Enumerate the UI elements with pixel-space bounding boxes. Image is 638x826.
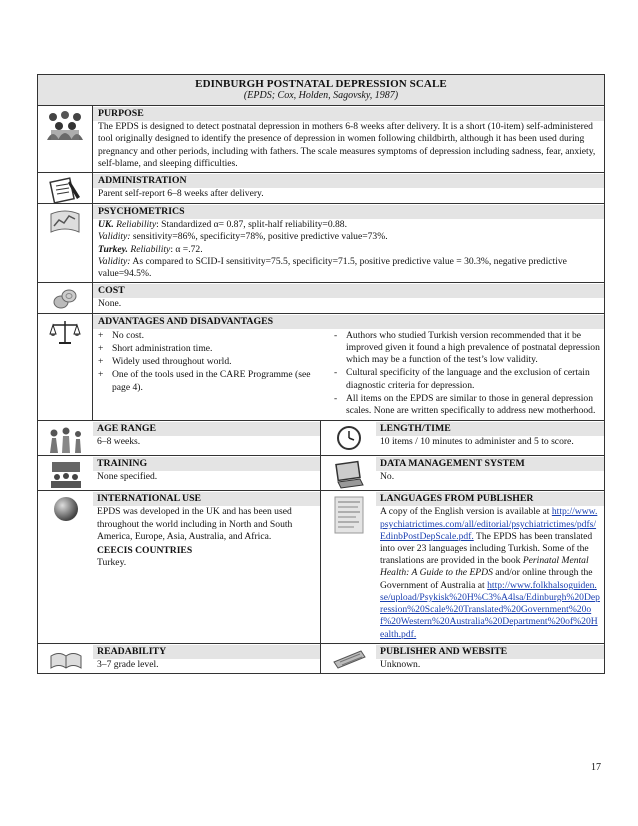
- book-title: Perinatal Mental Health: A Guide to the EPDS: [380, 555, 589, 579]
- turkey-validity-text: As compared to SCID-I sensitivity=75.5, specificity=71.5, positive predictive value = 30.3%, negative predictive value=94.5%.: [98, 255, 567, 280]
- purpose-icon-cell: [38, 106, 93, 172]
- pros-list: [98, 329, 334, 418]
- length-text: 10 items / 10 minutes to administer and 5 to score.: [380, 436, 574, 448]
- languages-text-2: The EPDS has been translated into over 23 languages including Turkish. Some of the translations are provided in the book: [380, 530, 593, 567]
- title-row: [38, 75, 604, 106]
- turkey-reliability-label: Reliability: [130, 243, 171, 255]
- turkey-reliability-line: [98, 244, 600, 256]
- publisher-cell: [321, 644, 604, 673]
- language-poster-icon: [332, 495, 366, 535]
- advantages-icon-cell: [38, 314, 93, 421]
- languages-paragraph: [380, 506, 600, 640]
- age-length-row: [38, 421, 604, 456]
- psychometrics-icon-cell: [38, 204, 93, 282]
- minus-marker: -: [334, 367, 338, 379]
- classroom-icon: [48, 460, 84, 490]
- turkey-validity-line: [98, 256, 600, 280]
- purpose-content: [93, 106, 604, 172]
- clipboard-icon: [48, 177, 82, 203]
- uk-label: UK.: [98, 219, 114, 231]
- list-item: [334, 367, 600, 391]
- advantages-content: [93, 314, 604, 421]
- readability-cell: [38, 644, 321, 673]
- coins-icon: [50, 287, 80, 311]
- data-management-text: No.: [380, 471, 395, 483]
- pro-text: One of the tools used in the CARE Programme (see page 4).: [112, 369, 311, 393]
- computer-icon: [332, 460, 366, 490]
- plus-marker: +: [98, 369, 104, 381]
- cons-list: [334, 329, 600, 418]
- cost-row: [38, 283, 604, 313]
- data-management-content: [376, 456, 604, 490]
- languages-text-1: A copy of the English version is available at: [380, 506, 550, 518]
- publisher-heading: PUBLISHER AND WEBSITE: [376, 645, 604, 659]
- publisher-text: Unknown.: [380, 658, 421, 670]
- psychometrics-content: [93, 204, 604, 282]
- uk-validity-label: Validity:: [98, 231, 131, 243]
- training-text: None specified.: [97, 471, 158, 483]
- purpose-heading: PURPOSE: [93, 107, 604, 121]
- purpose-row: [38, 106, 604, 173]
- international-languages-row: [38, 491, 604, 643]
- scales-icon: [49, 318, 81, 346]
- international-heading: INTERNATIONAL USE: [93, 492, 320, 506]
- turkey-label: Turkey.: [98, 243, 128, 255]
- list-item: [98, 369, 328, 393]
- keyboard-icon: [331, 648, 367, 670]
- globe-icon: [52, 495, 80, 523]
- translations-link[interactable]: http://www.folkhalsoguiden.se/upload/Psykisk%20H%C3%A4lsa/Edinburgh%20Depression%20Scale%20Translated%20Government%20of%20Western%20Australia%20Department%20of%20Health.pdf.: [380, 579, 600, 640]
- turkey-reliability-text: : α =.72.: [170, 243, 203, 255]
- english-version-link[interactable]: http://www.psychiatrictimes.com/all/editorial/psychiatrictimes/pdfs/EdinbPostDepScale.pdf.: [380, 506, 598, 542]
- page-title: EDINBURGH POSTNATAL DEPRESSION SCALE: [195, 78, 447, 90]
- turkey-validity-label: Validity:: [98, 255, 131, 267]
- languages-text-3: and/or online through the Government of Australia at: [380, 567, 593, 591]
- pro-text: No cost.: [112, 329, 144, 341]
- con-text: Cultural specificity of the language and the exclusion of certain diagnostic criteria for depression.: [346, 367, 590, 391]
- pro-text: Widely used throughout world.: [112, 356, 232, 368]
- readability-heading: READABILITY: [93, 645, 320, 659]
- international-text: EPDS was developed in the UK and has been used throughout the world including in North and South America, Europe, Asia, Australia, and Africa.: [97, 506, 293, 542]
- training-icon-cell: [38, 456, 93, 490]
- list-item: [98, 356, 328, 368]
- training-data-row: [38, 456, 604, 491]
- uk-reliability-line: [98, 219, 600, 231]
- length-content: [376, 421, 604, 455]
- administration-content: [93, 173, 604, 203]
- book-icon: [49, 648, 83, 672]
- uk-validity-line: [98, 231, 600, 243]
- cost-text: None.: [98, 298, 122, 310]
- data-management-heading: DATA MANAGEMENT SYSTEM: [376, 457, 604, 471]
- page-subtitle: (EPDS; Cox, Holden, Sagovsky, 1987): [243, 90, 399, 101]
- family-icon: [47, 425, 85, 455]
- uk-reliability-text: : Standardized α= 0.87, split-half reliability=0.88.: [156, 219, 348, 231]
- people-group-icon: [45, 110, 85, 144]
- plus-marker: +: [98, 356, 104, 368]
- con-text: All items on the EPDS are similar to those in general depression scales. None are written specifically to address new motherhood.: [346, 392, 596, 417]
- readability-text: 3–7 grade level.: [97, 658, 159, 670]
- plus-marker: +: [98, 329, 104, 341]
- ceecis-text: Turkey.: [97, 557, 127, 569]
- cost-icon-cell: [38, 283, 93, 312]
- list-item: [334, 330, 600, 367]
- advantages-columns: [98, 329, 600, 418]
- publisher-icon-cell: [321, 644, 376, 673]
- publisher-content: [376, 644, 604, 673]
- languages-heading: LANGUAGES FROM PUBLISHER: [376, 492, 604, 506]
- length-cell: [321, 421, 604, 455]
- advantages-heading: ADVANTAGES AND DISADVANTAGES: [93, 315, 604, 329]
- readability-icon-cell: [38, 644, 93, 673]
- age-range-text: 6–8 weeks.: [97, 436, 141, 448]
- con-text: Authors who studied Turkish version recommended that it be improved given it found a high prevalence of postnatal depression which may be a function of the test’s low validity.: [346, 329, 600, 366]
- international-cell: [38, 491, 321, 642]
- administration-row: [38, 173, 604, 204]
- epds-table: [37, 74, 605, 674]
- pro-text: Short administration time.: [112, 343, 213, 355]
- international-icon-cell: [38, 491, 93, 642]
- age-range-content: [93, 421, 320, 455]
- age-range-heading: AGE RANGE: [93, 422, 320, 436]
- languages-cell: [321, 491, 604, 642]
- list-item: [98, 343, 328, 355]
- minus-marker: -: [334, 392, 338, 404]
- chart-paper-icon: [48, 208, 82, 236]
- minus-marker: -: [334, 329, 338, 341]
- ceecis-heading: CEECIS COUNTRIES: [97, 545, 193, 557]
- languages-content: [376, 491, 604, 642]
- age-range-cell: [38, 421, 321, 455]
- data-management-icon-cell: [321, 456, 376, 490]
- administration-icon-cell: [38, 173, 93, 203]
- uk-reliability-label: Reliability: [116, 219, 157, 231]
- readability-publisher-row: [38, 644, 604, 673]
- cost-heading: COST: [93, 284, 604, 298]
- length-heading: LENGTH/TIME: [376, 422, 604, 436]
- plus-marker: +: [98, 343, 104, 355]
- length-icon-cell: [321, 421, 376, 455]
- psychometrics-row: [38, 204, 604, 283]
- purpose-text: The EPDS is designed to detect postnatal depression in mothers 6-8 weeks after delivery. It is a short (10-item) self-administered tool originally designed to identify the presence of depression in women following childbirth, although it has been used during pregnancy and other periods, including with fathers. The scale measures symptoms of depression including sadness, fear, anxiety, self-blame, and sleeping difficulties.: [98, 121, 596, 169]
- cost-content: [93, 283, 604, 312]
- clock-icon: [336, 425, 362, 451]
- training-heading: TRAINING: [93, 457, 320, 471]
- training-cell: [38, 456, 321, 490]
- administration-text: Parent self-report 6–8 weeks after delivery.: [98, 188, 264, 200]
- data-management-cell: [321, 456, 604, 490]
- page-number: 17: [591, 762, 601, 773]
- list-item: [98, 330, 328, 342]
- administration-heading: ADMINISTRATION: [93, 174, 604, 188]
- age-range-icon-cell: [38, 421, 93, 455]
- training-content: [93, 456, 320, 490]
- list-item: [334, 393, 600, 417]
- readability-content: [93, 644, 320, 673]
- languages-icon-cell: [321, 491, 376, 642]
- advantages-row: [38, 314, 604, 422]
- uk-validity-text: sensitivity=86%, specificity=78%, positive predictive value=73%.: [130, 231, 388, 243]
- international-content: [93, 491, 320, 642]
- psychometrics-heading: PSYCHOMETRICS: [93, 205, 604, 219]
